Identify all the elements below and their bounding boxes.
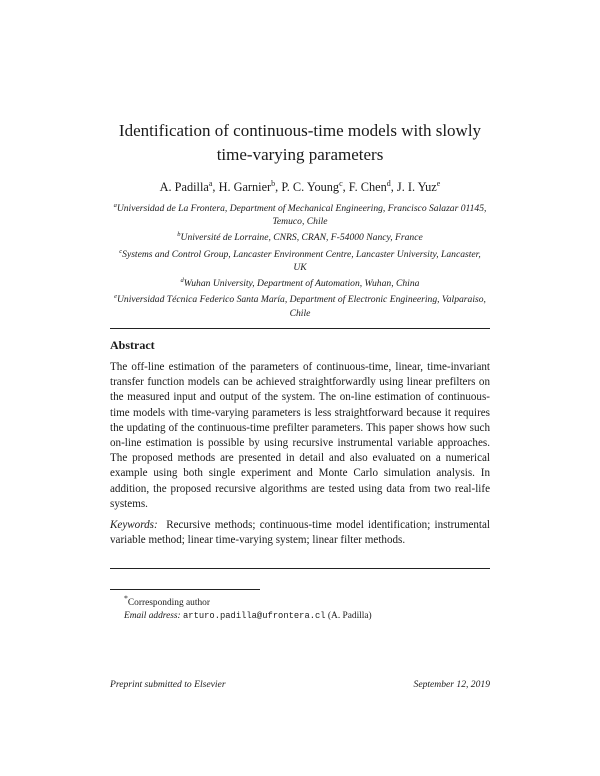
- footnote-rule: [110, 589, 260, 590]
- preprint-notice: Preprint submitted to Elsevier: [110, 679, 226, 690]
- abstract-body: The off-line estimation of the parameters of continuous-time, linear, time-invariant transfer function models can be achieved straightforwardly using linear prefilters on the measured input and output of the system. The on-line estimation of continuous-time models with time-varying parameters is less straightforward because it requires the updating of the continuous-time prefilter parameters. This paper shows how such on-line estimation is possible by using recursive instrumental variable approaches. The proposed methods are presented in detail and also evaluated on a numerical example using both single experiment and Monte Carlo simulation analysis. In addition, the proposed recursive algorithms are tested using data from two real-life systems.: [110, 361, 490, 510]
- affiliation-c: $^c$Systems and Control Group, Lancaster Environment Centre, Lancaster University, Lancaster, UK: [119, 247, 481, 273]
- affiliation-e: $^e$Universidad Técnica Federico Santa María, Department of Electronic Engineering, Valparaiso, Chile: [114, 293, 486, 319]
- keywords: [110, 518, 490, 548]
- email-link[interactable]: arturo.padilla@ufrontera.cl: [183, 611, 326, 622]
- author-4: F. Chen$^d$,: [348, 179, 397, 195]
- title-line-1: Identification of continuous-time models with slowly: [118, 121, 482, 140]
- paper-title: [100, 119, 500, 167]
- email-line: [124, 610, 372, 623]
- affiliation-a: $^a$Universidad de La Frontera, Department of Mechanical Engineering, Francisco Salazar 01145, Temuco, Chile: [113, 202, 487, 228]
- keywords-text: Recursive methods; continuous-time model identification; instrumental variable method; linear time-varying system; linear filter methods.: [110, 519, 491, 547]
- abstract-top-rule: [110, 328, 490, 329]
- email-label: Email address:: [124, 611, 181, 622]
- keywords-label: Keywords:: [110, 519, 158, 531]
- email-owner: (A. Padilla): [327, 611, 372, 622]
- affiliation-d: $^d$Wuhan University, Department of Automation, Wuhan, China: [180, 277, 420, 290]
- author-list: [100, 176, 500, 195]
- title-line-2: time-varying parameters: [216, 145, 384, 164]
- author-1: A. Padilla$^a$,: [159, 179, 219, 195]
- affiliation-list: [112, 199, 488, 320]
- author-2: H. Garnier$^b$,: [218, 179, 282, 195]
- corresponding-author-note: *Corresponding author: [124, 594, 210, 609]
- footnote: [124, 592, 372, 623]
- abstract-heading: Abstract: [110, 338, 155, 352]
- author-3: P. C. Young$^c$,: [281, 179, 349, 195]
- author-5: J. I. Yuz$^e$: [396, 179, 441, 195]
- preprint-date: September 12, 2019: [413, 679, 490, 690]
- abstract-bottom-rule: [110, 568, 490, 569]
- affiliation-b: $^b$Université de Lorraine, CNRS, CRAN, F-54000 Nancy, France: [177, 231, 423, 244]
